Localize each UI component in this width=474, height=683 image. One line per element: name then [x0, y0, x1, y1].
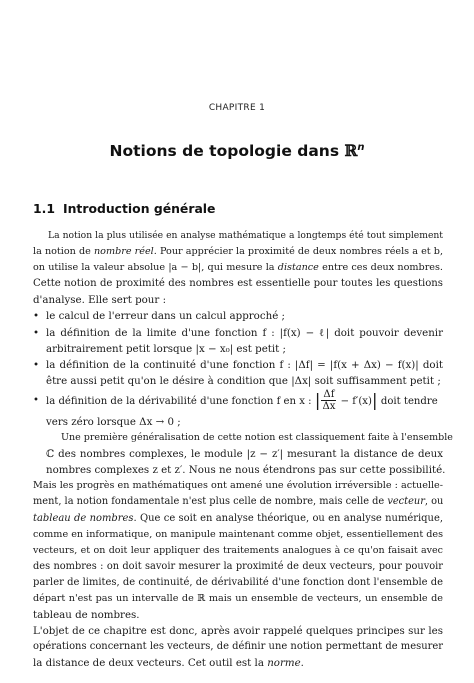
bullet-icon: • [33, 326, 40, 339]
bullet-icon: • [33, 310, 40, 323]
list-item-continuation: arbitrairement petit lorsque |x − x₀| est petit ; [46, 342, 286, 355]
text-line: opérations concernant les vecteurs, de définir une notion permettant de mesurer [33, 641, 443, 653]
text-span: la notion de [33, 246, 94, 258]
text-span: . Pour apprécier la proximité de deux nombres réels a et b, [153, 246, 444, 258]
text-span: on utilise la valeur absolue |a − b|, qui mesure la [33, 262, 278, 274]
emphasis-text: tableau de nombres [33, 512, 134, 524]
list-item-continuation: être aussi petit qu'on le désire à condition que |Δx| soit suffisamment petit ; [46, 374, 441, 387]
chapter-title [0, 141, 474, 160]
text-line [33, 260, 443, 276]
list-item-text: la définition de la dérivabilité d'une fonction f en x : [46, 395, 315, 407]
text-line [33, 511, 443, 527]
text-line: La notion la plus utilisée en analyse mathématique a longtemps été tout simplement [48, 230, 443, 241]
list-item-text: la définition de la continuité d'une fonction f : |Δf| = |f(x + Δx) − f(x)| doit [46, 358, 443, 371]
fraction-denominator: Δx [322, 401, 336, 413]
chapter-label: CHAPITRE 1 [208, 103, 266, 113]
abs-bar-right: | [371, 390, 378, 411]
text-line: d'analyse. Elle sert pour : [33, 294, 167, 307]
chapter-title-math: ℝ [344, 141, 358, 160]
list-item-text: la définition de la limite d'une fonction f : |f(x) − ℓ| doit pouvoir devenir [46, 326, 443, 339]
text-line: parler de limites, de continuité, de dérivabilité d'une fonction dont l'ensemble de [33, 576, 443, 588]
text-line: vecteurs, et on doit leur appliquer des traitements analogues à ce qu'on faisait avec [33, 544, 443, 556]
emphasis-text: vecteur [387, 496, 425, 508]
list-item-text: le calcul de l'erreur dans un calcul approché ; [46, 310, 285, 323]
text-line [33, 244, 443, 260]
text-line: Une première généralisation de cette notion est classiquement faite à l'ensemble [61, 432, 453, 444]
fraction [321, 389, 336, 412]
text-line [33, 655, 443, 671]
list-item [33, 308, 443, 324]
text-line [33, 494, 443, 510]
text-line: ℂ des nombres complexes, le module |z − z′| mesurant la distance de deux [46, 448, 443, 461]
text-line: tableau de nombres. [33, 609, 140, 622]
text-span: , ou [424, 496, 444, 508]
text-line: comme en informatique, on manipule maintenant comme objet, essentiellement des [33, 528, 444, 540]
math-text: − f′(x) [337, 395, 372, 407]
text-line: des nombres : on doit savoir mesurer la proximité de deux vecteurs, pour pouvoir [33, 560, 443, 572]
main-text [33, 228, 453, 671]
bullet-icon: • [33, 358, 40, 371]
section-heading [33, 201, 215, 216]
section-title: Introduction générale [63, 201, 216, 216]
paragraph-intro [33, 228, 443, 308]
emphasis-text: norme [267, 657, 301, 670]
text-line: L'objet de ce chapitre est donc, après avoir rappelé quelques principes sur les [33, 625, 443, 638]
paragraph-objective [33, 623, 443, 671]
abs-bar-left: | [314, 390, 321, 411]
list-item-continuation: vers zéro lorsque Δx → 0 ; [46, 415, 181, 428]
chapter-title-exponent: n [357, 141, 365, 153]
paragraph-vectors [33, 478, 443, 623]
paragraph-complex [33, 430, 453, 478]
list-item-text: doit tendre [377, 395, 438, 407]
list-item [33, 389, 443, 414]
text-span: entre ces deux nombres. [318, 262, 443, 274]
chapter-title-text: Notions de topologie dans [109, 142, 345, 160]
text-span: . Que ce soit en analyse théorique, ou en analyse numérique, [133, 512, 443, 524]
section-number: 1.1 [33, 201, 55, 216]
text-line: Mais les progrès en mathématiques ont amené une évolution irréversible : actuelle- [33, 480, 443, 492]
text-line: départ n'est pas un intervalle de ℝ mais un ensemble de vecteurs, un ensemble de [33, 592, 443, 604]
emphasis-text: distance [277, 262, 319, 274]
emphasis-text: nombre réel [93, 246, 154, 258]
list-item [33, 325, 443, 341]
bullet-list [33, 308, 443, 430]
list-item [33, 357, 443, 373]
text-line: nombres complexes z et z′. Nous ne nous étendrons pas sur cette possibilité. [46, 464, 446, 477]
text-span: . [300, 657, 304, 670]
text-span: la distance de deux vecteurs. Cet outil est la [33, 657, 268, 670]
fraction-numerator: Δf [323, 389, 335, 401]
bullet-icon: • [33, 394, 39, 406]
text-span: ment, la notion fondamentale n'est plus celle de nombre, mais celle de [33, 496, 388, 508]
text-line: Cette notion de proximité des nombres est essentielle pour toutes les questions [33, 278, 443, 290]
